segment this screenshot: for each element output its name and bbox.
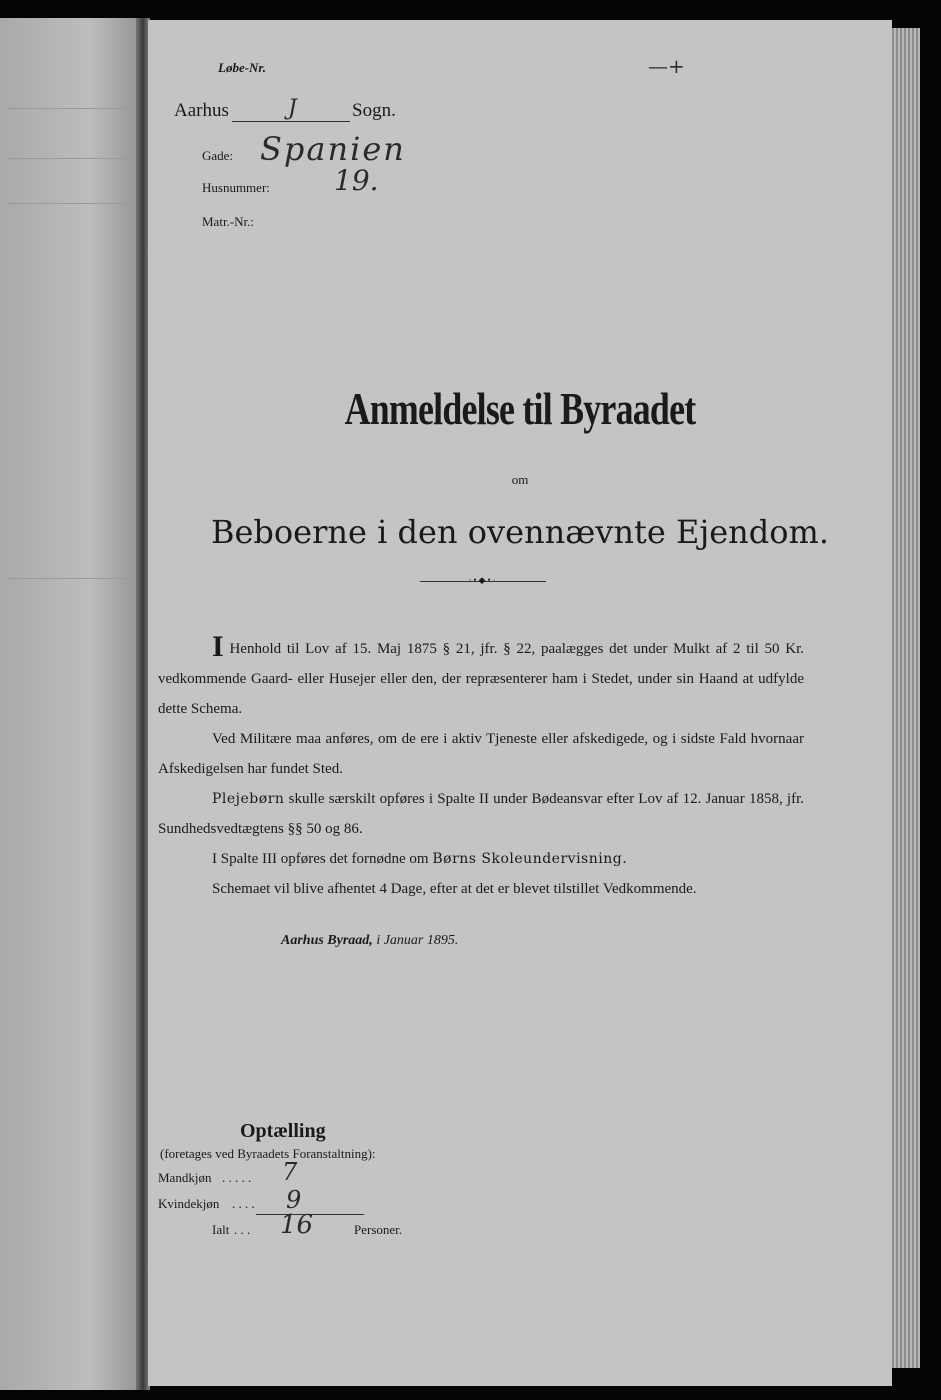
total-value: 16: [280, 1210, 314, 1240]
loebe-nr-label: Løbe-Nr.: [218, 60, 267, 75]
title-connector: om: [511, 472, 529, 487]
paragraph-4-emphasis: Børns Skoleundervisning.: [432, 851, 628, 867]
signature-line: [281, 933, 458, 949]
street-label: Gade:: [202, 148, 234, 163]
document-page: [148, 20, 892, 1386]
parish-value: J: [288, 96, 297, 121]
page-subtitle: Beboerne i den ovennævnte Ejendom.: [210, 513, 830, 551]
paragraph-3-text: skulle særskilt opføres i Spalte II under Bødeansvar efter Lov af 12. Januar 1858, jfr. Sundhedsvedtægtens §§ 50 og 86.: [158, 791, 804, 837]
house-number-value: 19.: [334, 164, 379, 197]
instruction-paragraph-2: Ved Militære maa anføres, om de ere i aktiv Tjeneste eller afskedigede, og i sidste Fald hvornaar Afskedigelsen har fundet Sted.: [158, 731, 804, 777]
facing-page: [0, 18, 150, 1390]
paragraph-4-text: I Spalte III opføres det fornødne om: [212, 851, 433, 867]
instruction-paragraph-1: [158, 632, 804, 724]
page-edges: [892, 28, 920, 1368]
parish-line: [232, 121, 350, 122]
house-number-label: Husnummer:: [202, 180, 270, 195]
total-dots: . . .: [234, 1222, 251, 1237]
paragraph-1-text: Henhold til Lov af 15. Maj 1875 § 21, jfr. § 22, paalægges det under Mulkt af 2 til 50 Kr. vedkommende Gaard- eller Husejer eller den, der repræsenterer ham i Stedet, under sin Haand at udfylde dette Schema.: [158, 641, 805, 717]
total-unit: Personer.: [354, 1222, 403, 1237]
street-value: Spanien: [260, 130, 406, 168]
ornament-dots: ·•◆•·: [468, 575, 498, 585]
total-label: Ialt: [212, 1222, 230, 1237]
city-label: Aarhus: [174, 100, 229, 121]
instruction-paragraph-4: [158, 844, 804, 874]
plejeborn-lead: Plejebørn: [212, 791, 285, 807]
loebe-nr-mark: —+: [648, 54, 685, 78]
instructions: [158, 632, 804, 904]
page-title: Anmeldelse til Byraadet: [344, 383, 696, 434]
signature-date: i Januar 1895.: [376, 933, 459, 948]
drop-cap: I: [212, 630, 224, 663]
signature-org: Aarhus Byraad,: [281, 933, 373, 948]
parish-label: Sogn.: [352, 100, 396, 121]
female-dots: . . . .: [232, 1196, 255, 1211]
male-label: Mandkjøn: [158, 1170, 212, 1185]
female-label: Kvindekjøn: [158, 1196, 220, 1211]
instruction-paragraph-3: [158, 784, 804, 844]
matr-label: Matr.-Nr.:: [202, 214, 254, 229]
count-heading: Optælling: [240, 1120, 326, 1142]
count-note: (foretages ved Byraadets Foranstaltning):: [160, 1146, 376, 1161]
male-value: 7: [282, 1158, 298, 1186]
instruction-paragraph-5: Schemaet vil blive afhentet 4 Dage, efter at det er blevet tilstillet Vedkommende.: [212, 881, 697, 897]
female-value: 9: [286, 1186, 302, 1214]
male-dots: . . . . .: [222, 1170, 252, 1185]
